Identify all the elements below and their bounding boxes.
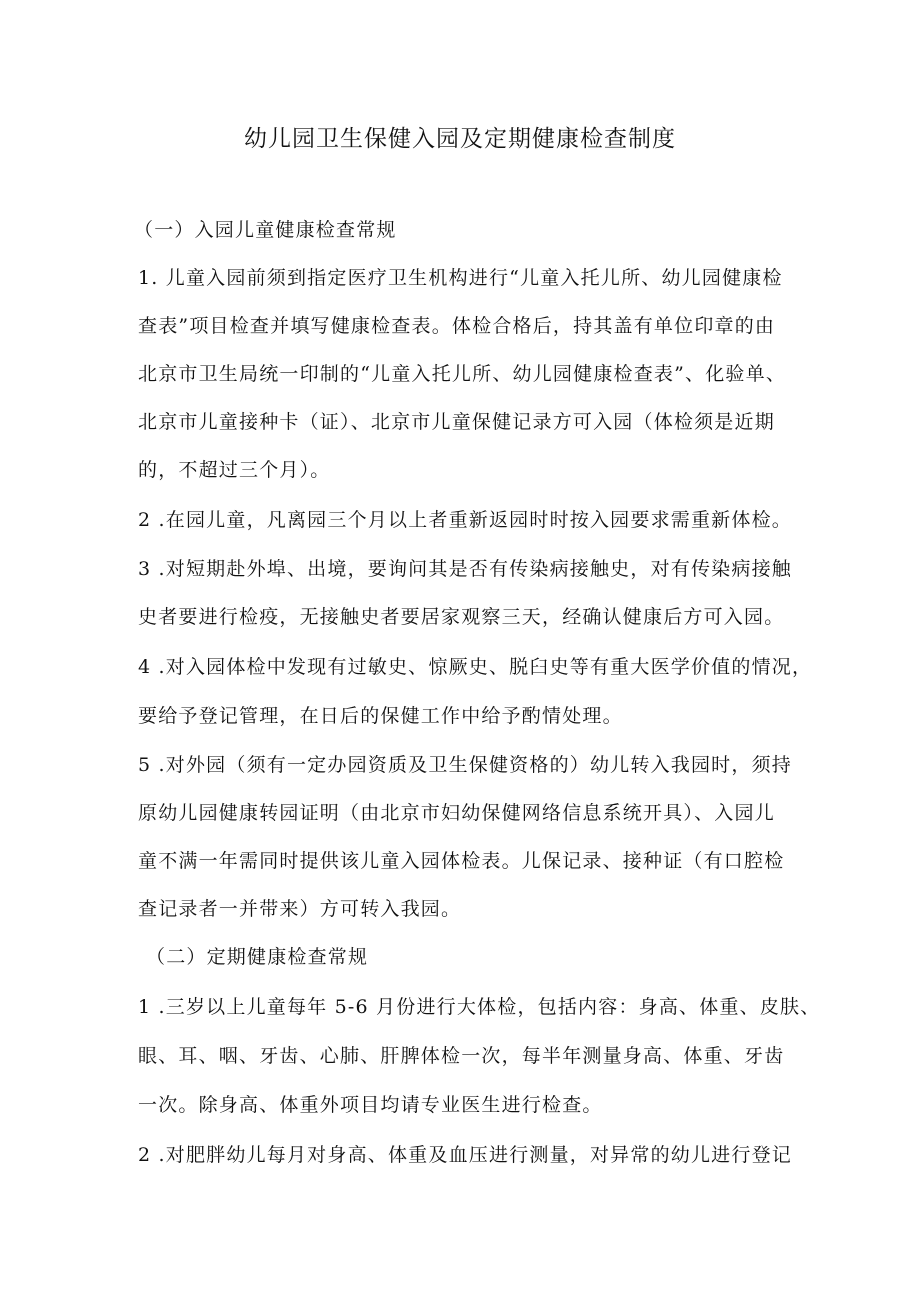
paragraph-line: 5 .对外园（须有一定办园资质及卫生保健资格的）幼儿转入我园时，须持 <box>138 754 792 776</box>
paragraph-line: 北京市儿童接种卡（证）、北京市儿童保健记录方可入园（体检须是近期 <box>138 411 775 433</box>
paragraph-line: 查表”项目检查并填写健康检查表。体检合格后，持其盖有单位印章的由 <box>138 315 776 337</box>
paragraph-line: 原幼儿园健康转园证明（由北京市妇幼保健网络信息系统开具）、入园儿 <box>138 802 775 824</box>
section-heading-2: （二）定期健康检查常规 <box>146 946 369 968</box>
paragraph-line: 史者要进行检疫，无接触史者要居家观察三天，经确认健康后方可入园。 <box>138 606 785 628</box>
section-heading-1: （一）入园儿童健康检查常规 <box>134 219 397 241</box>
paragraph-line: 查记录者一并带来）方可转入我园。 <box>138 898 462 920</box>
paragraph-line: 4 .对入园体检中发现有过敏史、惊厥史、脱臼史等有重大医学价值的情况， <box>138 656 813 678</box>
paragraph-line: 1. 儿童入园前须到指定医疗卫生机构进行“儿童入托儿所、幼儿园健康检 <box>138 267 783 289</box>
paragraph-line: 1 .三岁以上儿童每年 5-6 月份进行大体检，包括内容：身高、体重、皮肤、 <box>138 996 821 1018</box>
paragraph-line: 眼、耳、咽、牙齿、心肺、肝脾体检一次，每半年测量身高、体重、牙齿 <box>138 1045 785 1067</box>
paragraph-line: 的，不超过三个月）。 <box>138 459 331 481</box>
paragraph-line: 北京市卫生局统一印制的“儿童入托儿所、幼儿园健康检查表”、化验单、 <box>138 363 787 385</box>
paragraph-line: 2 .对肥胖幼儿每月对身高、体重及血压进行测量，对异常的幼儿进行登记 <box>138 1144 792 1166</box>
paragraph-line: 3 .对短期赴外埠、出境，要询问其是否有传染病接触史，对有传染病接触 <box>138 558 792 580</box>
paragraph-line: 童不满一年需同时提供该儿童入园体检表。儿保记录、接种证（有口腔检 <box>138 850 785 872</box>
paragraph-line: 2 .在园儿童，凡离园三个月以上者重新返园时时按入园要求需重新体检。 <box>138 509 792 531</box>
paragraph-line: 要给予登记管理，在日后的保健工作中给予酌情处理。 <box>138 705 623 727</box>
document-title: 幼儿园卫生保健入园及定期健康检查制度 <box>244 126 676 152</box>
paragraph-line: 一次。除身高、体重外项目均请专业医生进行检查。 <box>138 1094 603 1116</box>
